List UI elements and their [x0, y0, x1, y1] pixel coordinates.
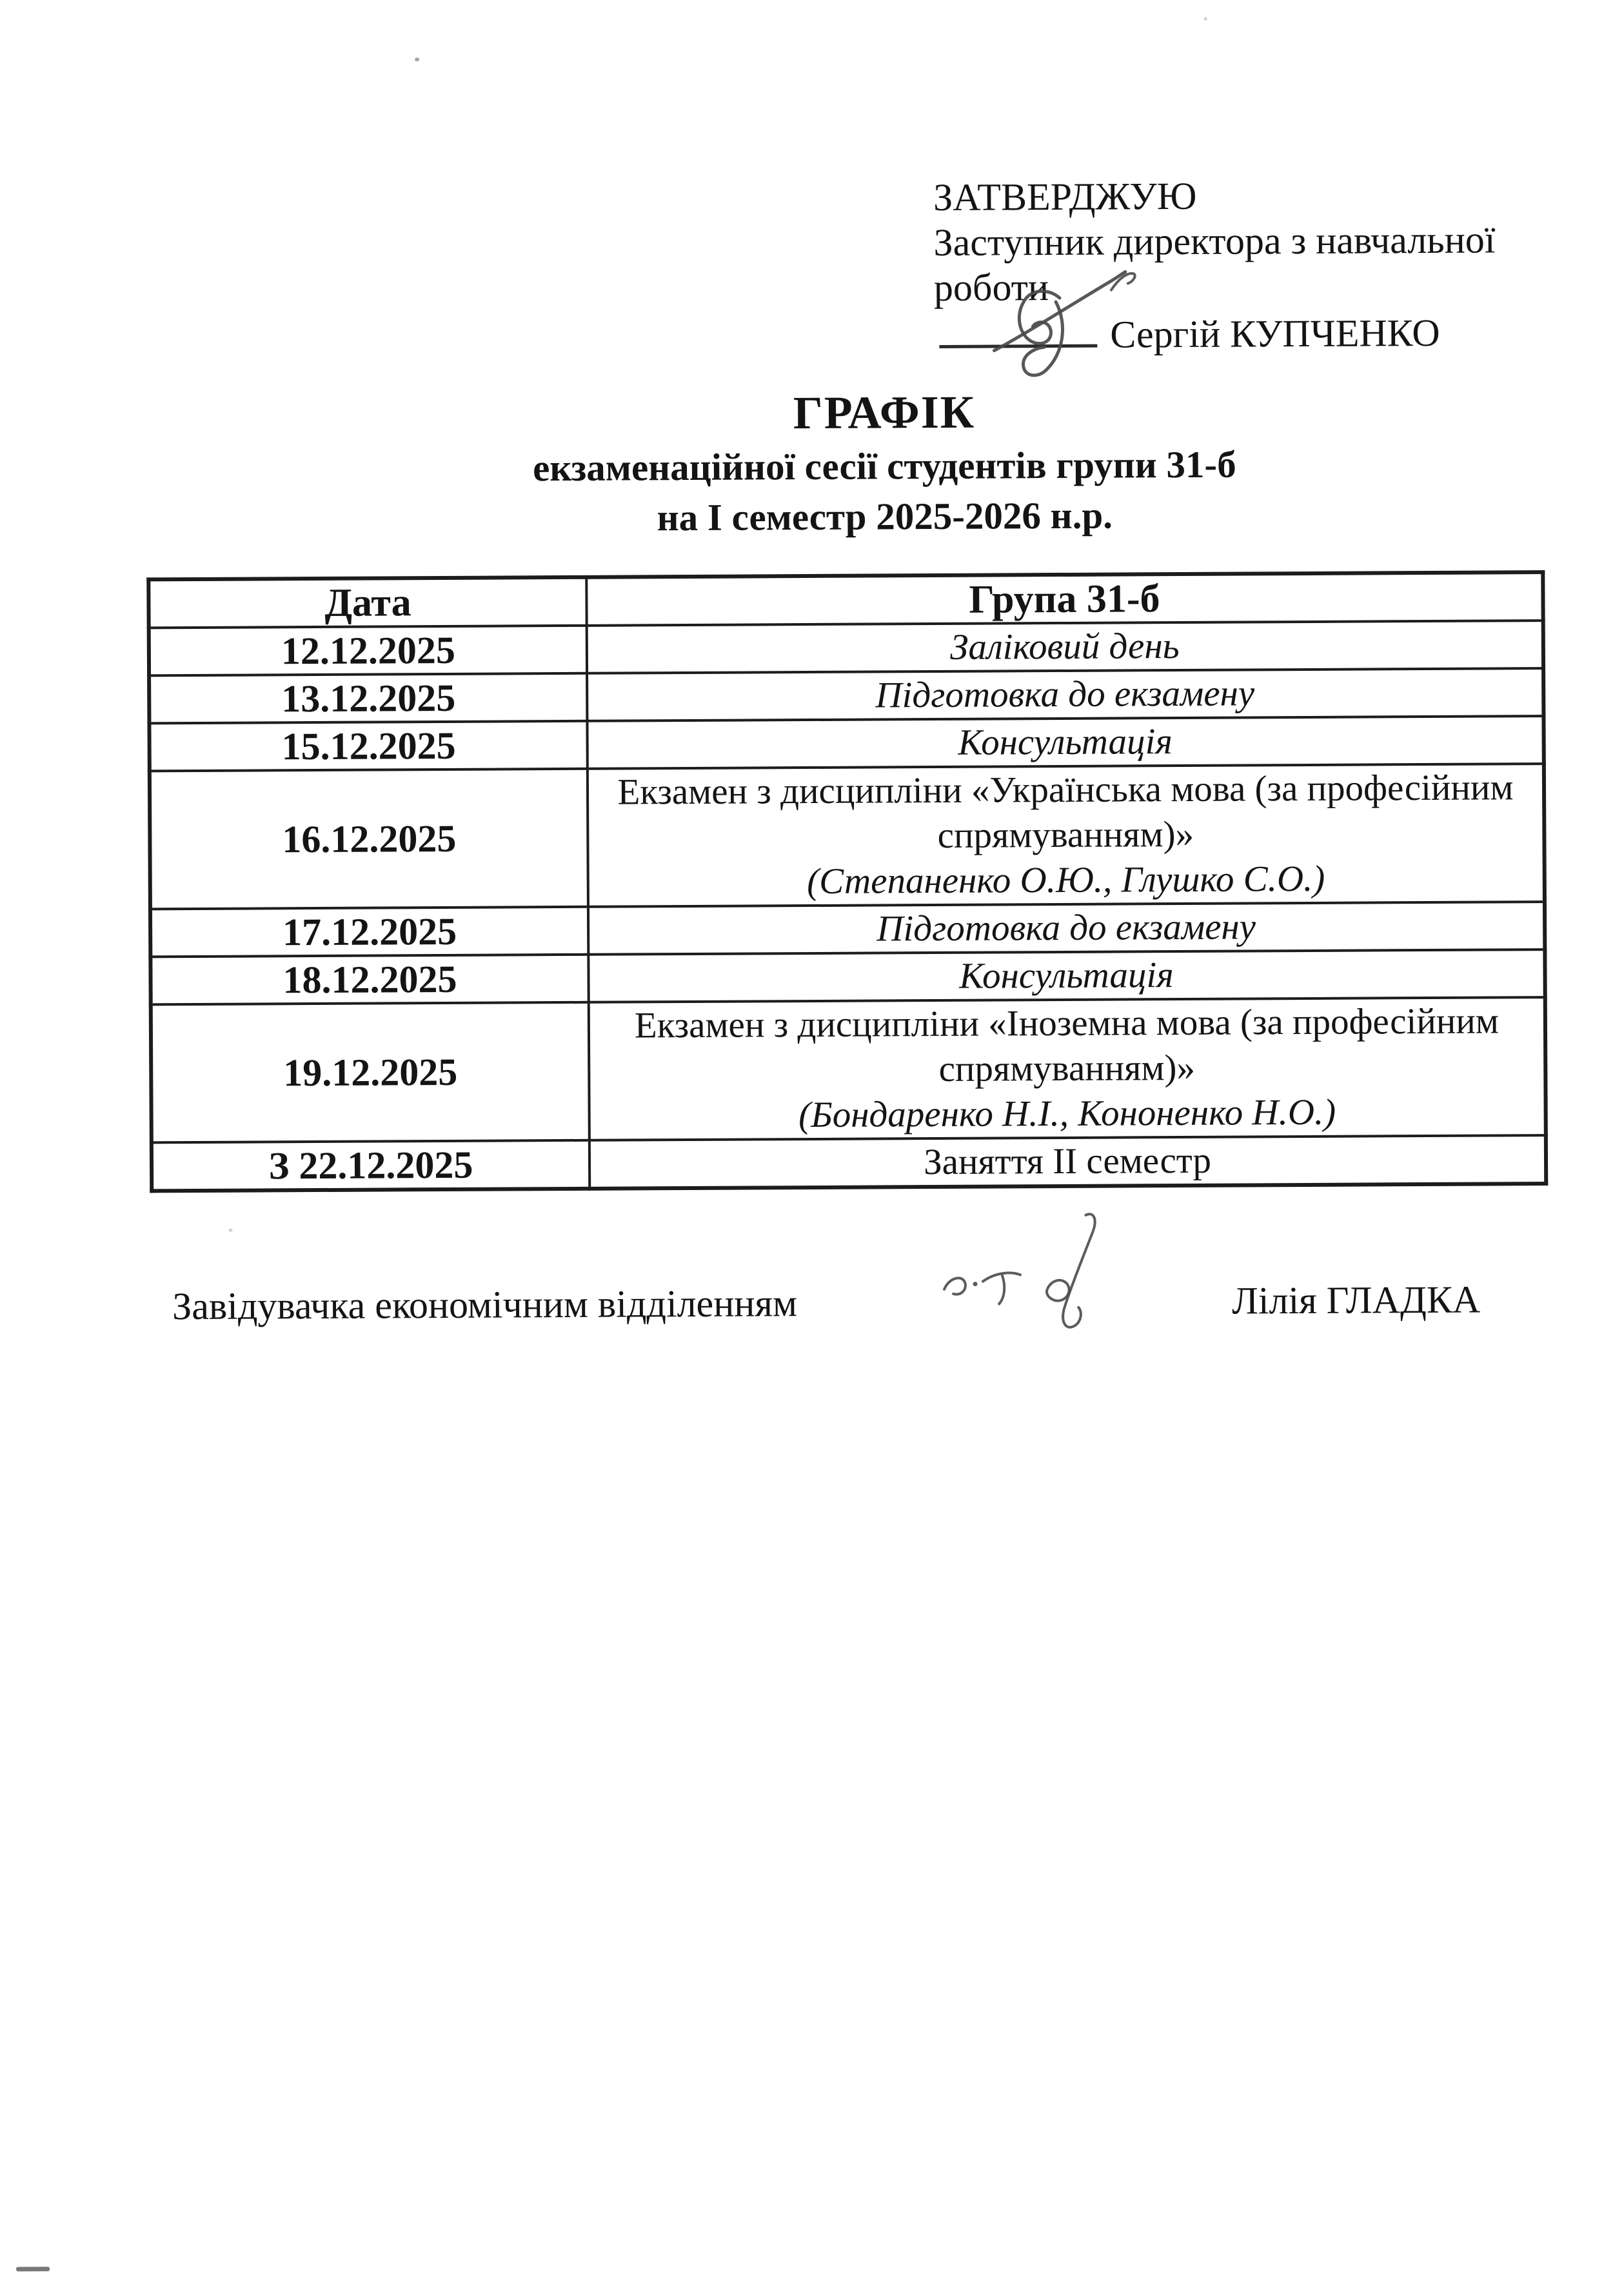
activity-cell: [588, 902, 1545, 955]
activity-line: (Бондаренко Н.І., Кононенко Н.О.): [798, 1091, 1336, 1136]
date-cell: 17.12.2025: [150, 907, 588, 957]
approval-signature-row: [934, 307, 1585, 358]
schedule-row: [150, 902, 1545, 957]
activity-line: Екзамен з дисципліни «Українська мова (за професійним: [617, 767, 1514, 813]
scan-speck: [415, 57, 419, 61]
activity-cell: [587, 621, 1543, 673]
activity-line: Консультація: [959, 955, 1174, 997]
approval-block: [933, 172, 1585, 358]
column-header-group: Група 31-б: [586, 572, 1543, 626]
activity-cell: [588, 764, 1545, 907]
schedule-row: [149, 716, 1543, 771]
approval-signer-name: Сергій КУПЧЕНКО: [1110, 311, 1440, 356]
activity-cell: [587, 716, 1543, 769]
activity-line: спрямуванням)»: [938, 1047, 1196, 1089]
document-term-line: на І семестр 2025-2026 н.р.: [657, 493, 1113, 539]
document-subtitle: екзаменаційної сесії студентів групи 31-б: [532, 442, 1236, 490]
approval-role-line1: Заступник директора з навчальної: [933, 218, 1496, 264]
footer-block: [172, 1276, 1552, 1329]
schedule-row: [151, 997, 1546, 1142]
activity-line: Заняття ІІ семестр: [923, 1140, 1212, 1183]
activity-cell: [589, 997, 1546, 1140]
date-cell: З 22.12.2025: [152, 1140, 589, 1191]
scan-speck: [1204, 17, 1207, 21]
activity-line: Підготовка до екзамену: [875, 673, 1255, 716]
header-row: [148, 572, 1543, 628]
date-cell: 12.12.2025: [149, 626, 587, 676]
activity-line: Консультація: [958, 721, 1173, 763]
title-block: [165, 383, 1604, 546]
schedule-table: [146, 570, 1548, 1193]
schedule-row: [150, 764, 1545, 909]
date-cell: 15.12.2025: [149, 721, 587, 771]
footer-position-title: Завідувачка економічним відділенням: [172, 1282, 798, 1328]
signature-line: [939, 310, 1097, 348]
schedule-row: [150, 949, 1545, 1004]
activity-line: спрямуванням)»: [937, 813, 1194, 856]
date-cell: 18.12.2025: [150, 955, 588, 1005]
schedule-row: [149, 668, 1543, 723]
activity-line: Екзамен з дисципліни «Іноземна мова (за професійним: [634, 1000, 1500, 1046]
column-header-date: Дата: [148, 577, 586, 628]
scan-edge-mark: [16, 2267, 50, 2271]
date-cell: 16.12.2025: [150, 769, 588, 909]
scan-speck: [229, 1229, 233, 1232]
schedule-row: [149, 621, 1543, 675]
activity-cell: [588, 949, 1545, 1002]
footer-signer-name: Лілія ГЛАДКА: [1231, 1278, 1481, 1322]
date-cell: 13.12.2025: [149, 673, 587, 724]
schedule-table-header: [148, 572, 1543, 628]
activity-line: Підготовка до екзамену: [876, 906, 1256, 949]
activity-cell: [587, 668, 1543, 721]
date-cell: 19.12.2025: [151, 1002, 589, 1143]
schedule-row: [152, 1135, 1546, 1191]
document-title: ГРАФІК: [793, 386, 976, 439]
activity-line: (Степаненко О.Ю., Глушко С.О.): [807, 858, 1325, 902]
schedule-table-body: [149, 621, 1547, 1191]
approval-role-line2: роботи: [933, 266, 1049, 309]
activity-line: Заліковий день: [949, 626, 1180, 668]
activity-cell: [589, 1135, 1546, 1189]
approval-heading: ЗАТВЕРДЖУЮ: [933, 174, 1197, 219]
